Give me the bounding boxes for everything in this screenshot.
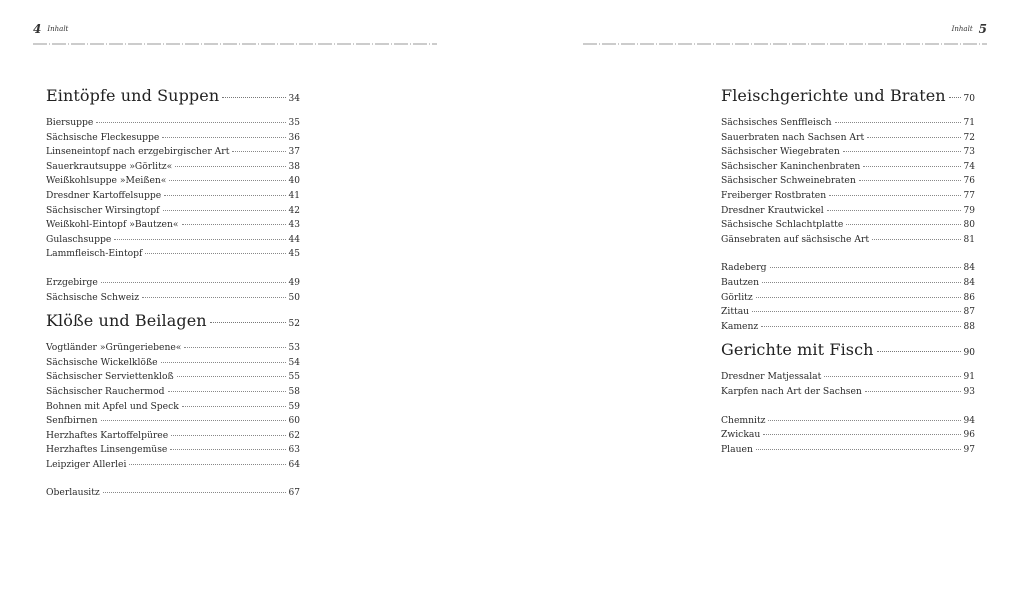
toc-entry-label: Görlitz	[721, 291, 753, 303]
toc-entry-page: 79	[963, 205, 975, 216]
section-page-number: 34	[288, 94, 300, 104]
toc-entry-page: 80	[963, 220, 975, 231]
toc-entry[interactable]	[46, 218, 300, 233]
leader-dots	[184, 347, 285, 348]
toc-entry-page: 54	[288, 357, 300, 368]
left-page-number: 4	[33, 22, 42, 36]
toc-entry[interactable]	[46, 276, 300, 291]
leader-dots	[949, 97, 961, 98]
toc-entry-label: Lammfleisch-Eintopf	[46, 248, 143, 260]
toc-entry[interactable]	[46, 458, 300, 473]
leader-dots	[171, 435, 285, 436]
leader-dots	[829, 195, 960, 196]
toc-entry-page: 36	[288, 132, 300, 143]
toc-entry[interactable]	[46, 189, 300, 204]
toc-entry[interactable]	[721, 370, 975, 385]
left-decorative-rule	[33, 42, 437, 46]
toc-entry-page: 41	[288, 190, 300, 201]
toc-entry-page: 35	[288, 118, 300, 128]
section-title: Eintöpfe und Suppen	[46, 86, 220, 105]
toc-entry-label: Zittau	[721, 306, 750, 318]
toc-entry-page: 59	[288, 401, 300, 412]
toc-entry-page: 49	[288, 277, 300, 288]
leader-dots	[222, 97, 285, 98]
toc-entry[interactable]	[46, 291, 300, 306]
leader-dots	[770, 267, 961, 268]
left-running-head: Inhalt	[47, 25, 69, 33]
section-page-number: 90	[963, 348, 975, 359]
leader-dots	[161, 362, 286, 363]
toc-entry-label: Dresdner Kartoffelsuppe	[46, 189, 162, 201]
section-page-number: 70	[963, 94, 975, 104]
toc-entry-label: Sächsische Schlachtplatte	[721, 219, 844, 231]
toc-entry[interactable]	[46, 443, 300, 458]
toc-entry[interactable]	[721, 160, 975, 175]
toc-entry[interactable]	[721, 233, 975, 248]
leader-dots	[824, 376, 960, 377]
leader-dots	[872, 239, 960, 240]
toc-entry-page: 93	[963, 386, 975, 397]
toc-entry-page: 63	[288, 445, 300, 456]
toc-entry-label: Freiberger Rostbraten	[721, 189, 827, 201]
toc-entry-label: Dresdner Matjessalat	[721, 371, 822, 383]
leader-dots	[835, 122, 961, 123]
toc-entry-page: 43	[288, 220, 300, 231]
toc-entry[interactable]	[46, 131, 300, 146]
leader-dots	[177, 376, 286, 377]
toc-entry-label: Sächsischer Schweinebraten	[721, 175, 856, 187]
toc-entry-label: Radeberg	[721, 262, 767, 274]
section-heading[interactable]	[46, 86, 300, 106]
leader-dots	[170, 449, 285, 450]
left-toc	[46, 86, 300, 501]
toc-entry-page: 45	[288, 249, 300, 260]
toc-entry-page: 72	[963, 132, 975, 143]
leader-dots	[232, 151, 285, 152]
leader-dots	[129, 464, 285, 465]
right-page	[510, 0, 1020, 612]
leader-dots	[863, 166, 960, 167]
toc-entry-label: Sächsische Wickelklöße	[46, 356, 158, 368]
toc-entry[interactable]	[721, 443, 975, 458]
toc-entry-label: Biersuppe	[46, 117, 94, 128]
section-title: Klöße und Beilagen	[46, 311, 207, 331]
toc-entry[interactable]	[46, 414, 300, 429]
right-page-number: 5	[978, 22, 987, 36]
toc-entry-page: 40	[288, 176, 300, 187]
toc-entry-page: 84	[963, 263, 975, 274]
toc-entry-page: 62	[288, 430, 300, 441]
toc-entry-label: Vogtländer »Grüngeriebene«	[46, 342, 182, 354]
toc-entry[interactable]	[721, 414, 975, 429]
leader-dots	[867, 137, 960, 138]
toc-entry[interactable]	[721, 291, 975, 306]
toc-entry-label: Gulaschsuppe	[46, 233, 112, 245]
toc-entry[interactable]	[46, 116, 300, 131]
toc-entry-page: 81	[963, 234, 975, 245]
toc-entry-label: Weißkohlsuppe »Meißen«	[46, 175, 167, 187]
toc-entry[interactable]	[721, 131, 975, 146]
toc-entry[interactable]	[46, 400, 300, 415]
toc-entry-label: Erzgebirge	[46, 276, 98, 288]
leader-dots	[210, 322, 286, 323]
toc-entry-page: 44	[288, 234, 300, 245]
toc-entry-label: Sächsischer Kaninchenbraten	[721, 160, 861, 172]
toc-entry[interactable]	[721, 174, 975, 189]
toc-entry-label: Linseneintopf nach erzgebirgischer Art	[46, 146, 230, 158]
toc-entry-page: 60	[288, 416, 300, 427]
leader-dots	[164, 195, 285, 196]
toc-entry[interactable]	[721, 320, 975, 335]
left-folio	[33, 22, 68, 36]
toc-entry-page: 71	[963, 118, 975, 128]
section-heading[interactable]	[721, 86, 975, 106]
toc-entry[interactable]	[46, 247, 300, 262]
right-toc	[721, 86, 975, 457]
toc-entry-label: Leipziger Allerlei	[46, 458, 127, 470]
toc-entry-label: Oberlausitz	[46, 487, 100, 499]
toc-entry-page: 84	[963, 277, 975, 288]
toc-entry-page: 74	[963, 161, 975, 172]
toc-entry-label: Sächsische Schweiz	[46, 291, 140, 303]
leader-dots	[101, 420, 286, 421]
toc-entry-page: 55	[288, 372, 300, 383]
toc-entry[interactable]	[721, 204, 975, 219]
toc-entry[interactable]	[46, 486, 300, 501]
section-title: Fleischgerichte und Braten	[721, 86, 946, 105]
toc-entry-label: Chemnitz	[721, 414, 766, 426]
toc-entry[interactable]	[721, 276, 975, 291]
leader-dots	[162, 137, 285, 138]
toc-entry-page: 38	[288, 161, 300, 172]
right-decorative-rule	[583, 42, 987, 46]
leader-dots	[762, 282, 961, 283]
leader-dots	[761, 326, 960, 327]
toc-entry-label: Sächsischer Serviettenkloß	[46, 371, 174, 383]
leader-dots	[827, 210, 961, 211]
toc-entry-page: 97	[963, 444, 975, 455]
leader-dots	[96, 122, 285, 123]
toc-entry[interactable]	[721, 189, 975, 204]
toc-entry-page: 94	[963, 415, 975, 426]
toc-entry-label: Sächsischer Wirsingtopf	[46, 204, 160, 216]
toc-entry-page: 88	[963, 321, 975, 332]
toc-entry[interactable]	[46, 160, 300, 175]
leader-dots	[768, 420, 960, 421]
section-page-number: 52	[288, 319, 300, 330]
toc-entry[interactable]	[46, 174, 300, 189]
leader-dots	[101, 282, 286, 283]
toc-entry-page: 64	[288, 459, 300, 470]
toc-entry-page: 58	[288, 386, 300, 397]
leader-dots	[169, 180, 285, 181]
toc-entry[interactable]	[46, 385, 300, 400]
leader-dots	[182, 406, 286, 407]
toc-entry[interactable]	[721, 305, 975, 320]
toc-entry-label: Gänsebraten auf sächsische Art	[721, 233, 870, 245]
toc-entry-page: 67	[288, 488, 300, 499]
toc-entry-page: 76	[963, 176, 975, 187]
toc-entry-label: Dresdner Krautwickel	[721, 204, 824, 216]
leader-dots	[843, 151, 961, 152]
toc-entry-label: Karpfen nach Art der Sachsen	[721, 385, 862, 397]
toc-entry-label: Herzhaftes Linsengemüse	[46, 444, 168, 456]
leader-dots	[182, 224, 286, 225]
toc-entry-page: 77	[963, 190, 975, 201]
toc-entry-page: 91	[963, 372, 975, 383]
toc-entry[interactable]	[721, 261, 975, 276]
toc-entry-label: Plauen	[721, 443, 753, 455]
toc-entry-label: Senfbirnen	[46, 415, 98, 427]
right-folio	[952, 22, 987, 36]
toc-entry-label: Sächsisches Senffleisch	[721, 117, 832, 128]
toc-entry-label: Herzhaftes Kartoffelpüree	[46, 429, 169, 441]
leader-dots	[752, 311, 960, 312]
toc-entry[interactable]	[721, 218, 975, 233]
section-heading[interactable]	[721, 340, 975, 360]
leader-dots	[168, 391, 286, 392]
toc-entry-page: 50	[288, 292, 300, 303]
toc-entry[interactable]	[46, 341, 300, 356]
toc-entry-page: 37	[288, 147, 300, 158]
toc-entry[interactable]	[46, 145, 300, 160]
leader-dots	[756, 449, 961, 450]
toc-entry-label: Sauerkrautsuppe »Görlitz«	[46, 160, 173, 172]
toc-entry-page: 42	[288, 205, 300, 216]
leader-dots	[859, 180, 961, 181]
toc-entry[interactable]	[721, 116, 975, 131]
right-running-head: Inhalt	[951, 25, 973, 33]
leader-dots	[163, 210, 286, 211]
leader-dots	[175, 166, 285, 167]
leader-dots	[103, 492, 286, 493]
toc-entry-label: Bautzen	[721, 276, 760, 288]
leader-dots	[114, 239, 285, 240]
toc-entry[interactable]	[46, 429, 300, 444]
leader-dots	[145, 253, 285, 254]
section-heading[interactable]	[46, 311, 300, 331]
leader-dots	[846, 224, 960, 225]
toc-entry-label: Zwickau	[721, 429, 761, 441]
toc-entry-label: Sauerbraten nach Sachsen Art	[721, 131, 865, 143]
toc-entry-label: Sächsischer Rauchermod	[46, 385, 165, 397]
leader-dots	[142, 297, 285, 298]
toc-entry-label: Kamenz	[721, 320, 759, 332]
leader-dots	[865, 391, 961, 392]
toc-entry[interactable]	[721, 385, 975, 400]
toc-entry-page: 96	[963, 430, 975, 441]
toc-entry[interactable]	[721, 145, 975, 160]
toc-entry[interactable]	[46, 370, 300, 385]
leader-dots	[756, 297, 961, 298]
toc-entry[interactable]	[46, 233, 300, 248]
toc-entry[interactable]	[46, 204, 300, 219]
section-title: Gerichte mit Fisch	[721, 340, 874, 360]
toc-entry-page: 87	[963, 307, 975, 318]
toc-entry-page: 73	[963, 147, 975, 158]
toc-entry[interactable]	[46, 356, 300, 371]
toc-entry-label: Sächsische Fleckesuppe	[46, 131, 160, 143]
toc-entry-label: Sächsischer Wiegebraten	[721, 146, 840, 158]
toc-entry-page: 86	[963, 292, 975, 303]
toc-entry-label: Bohnen mit Apfel und Speck	[46, 400, 179, 412]
toc-entry-label: Weißkohl-Eintopf »Bautzen«	[46, 219, 179, 231]
leader-dots	[763, 434, 960, 435]
toc-entry-page: 53	[288, 343, 300, 354]
leader-dots	[877, 351, 961, 352]
toc-entry[interactable]	[721, 428, 975, 443]
